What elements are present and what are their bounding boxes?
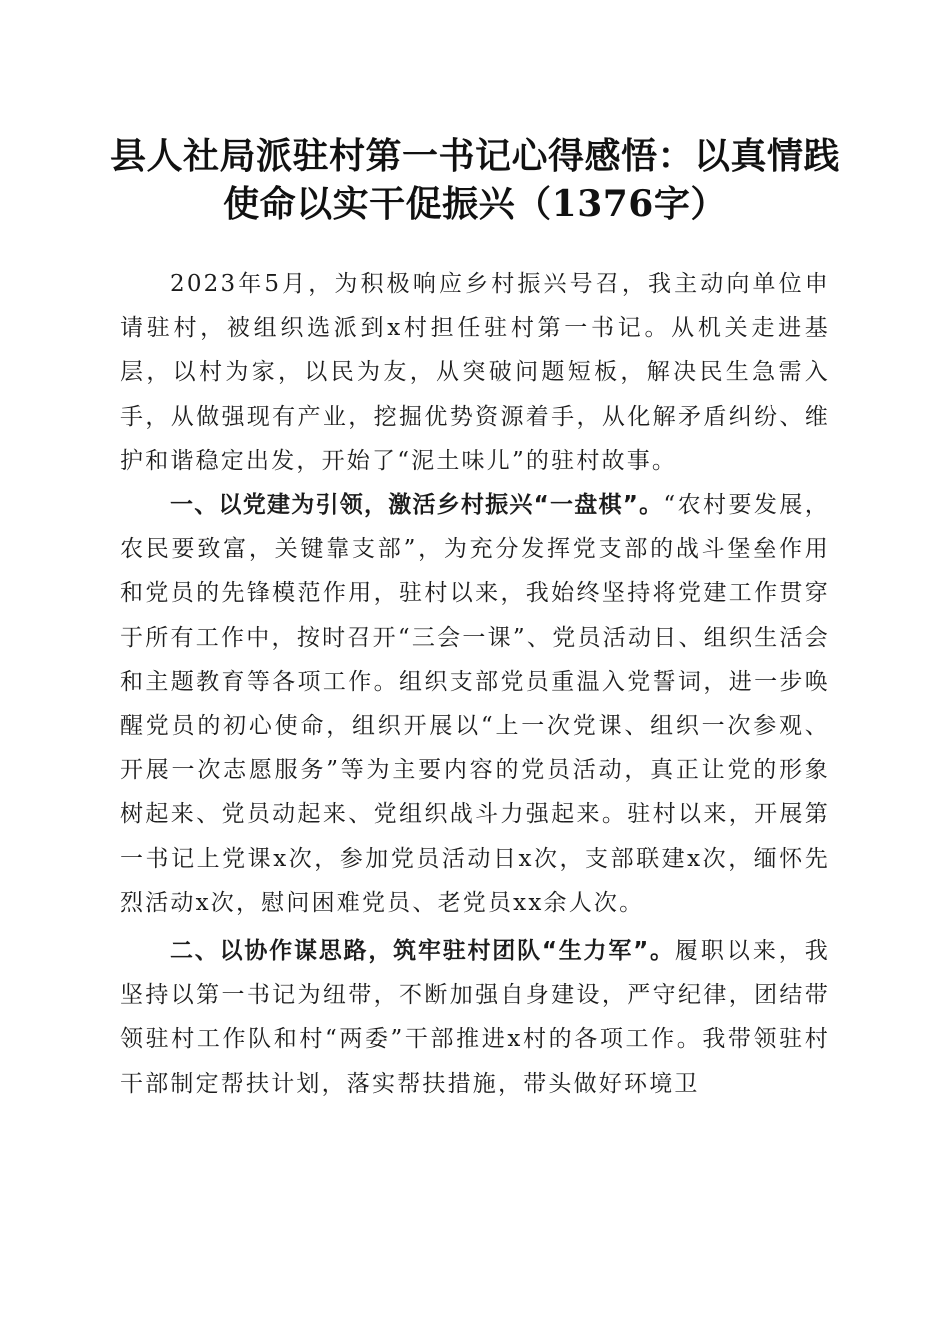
title-line-1: 县人社局派驻村第一书记心得感悟：以真情践 bbox=[109, 135, 840, 177]
paragraph-text: “农村要发展，农民要致富，关键靠支部”，为充分发挥党支部的战斗堡垒作用和党员的先锋模范作用，驻村以来，我始终坚持将党建工作贯穿于所有工作中，按时召开“三会一课”、党员活动日、组织生活会和主题教育等各项工作。组织支部党员重温入党誓词，进一步唤醒党员的初心使命，组织开展以“上一次党课、组织一次参观、开展一次志愿服务”等为主要内容的党员活动，真正让党的形象树起来、党员动起来、党组织战斗力强起来。驻村以来，开展第一书记上党课x次，参加党员活动日x次，支部联建x次，缅怀先烈活动x次，慰问困难党员、老党员xx余人次。 bbox=[120, 492, 830, 916]
title-line-2: 使命以实干促振兴（1376字） bbox=[223, 183, 727, 225]
paragraph-text: 履职以来，我坚持以第一书记为纽带，不断加强自身建设，严守纪律，团结带领驻村工作队和村“两委”干部推进x村的各项工作。我带领驻村干部制定帮扶计划，落实帮扶措施，带头做好环境卫 bbox=[120, 938, 830, 1097]
document-body bbox=[120, 262, 830, 1106]
document-title bbox=[100, 132, 850, 228]
paragraph-intro bbox=[120, 262, 830, 483]
paragraph-section-1 bbox=[120, 483, 830, 925]
paragraph-text: 2023年5月，为积极响应乡村振兴号召，我主动向单位申请驻村，被组织选派到x村担任驻村第一书记。从机关走进基层，以村为家，以民为友，从突破问题短板，解决民生急需入手，从做强现有产业，挖掘优势资源着手，从化解矛盾纠纷、维护和谐稳定出发，开始了“泥土味儿”的驻村故事。 bbox=[120, 271, 830, 474]
section-heading: 一、以党建为引领，激活乡村振兴“一盘棋”。 bbox=[170, 492, 664, 519]
paragraph-section-2 bbox=[120, 929, 830, 1106]
section-heading: 二、以协作谋思路，筑牢驻村团队“生力军”。 bbox=[170, 938, 675, 965]
